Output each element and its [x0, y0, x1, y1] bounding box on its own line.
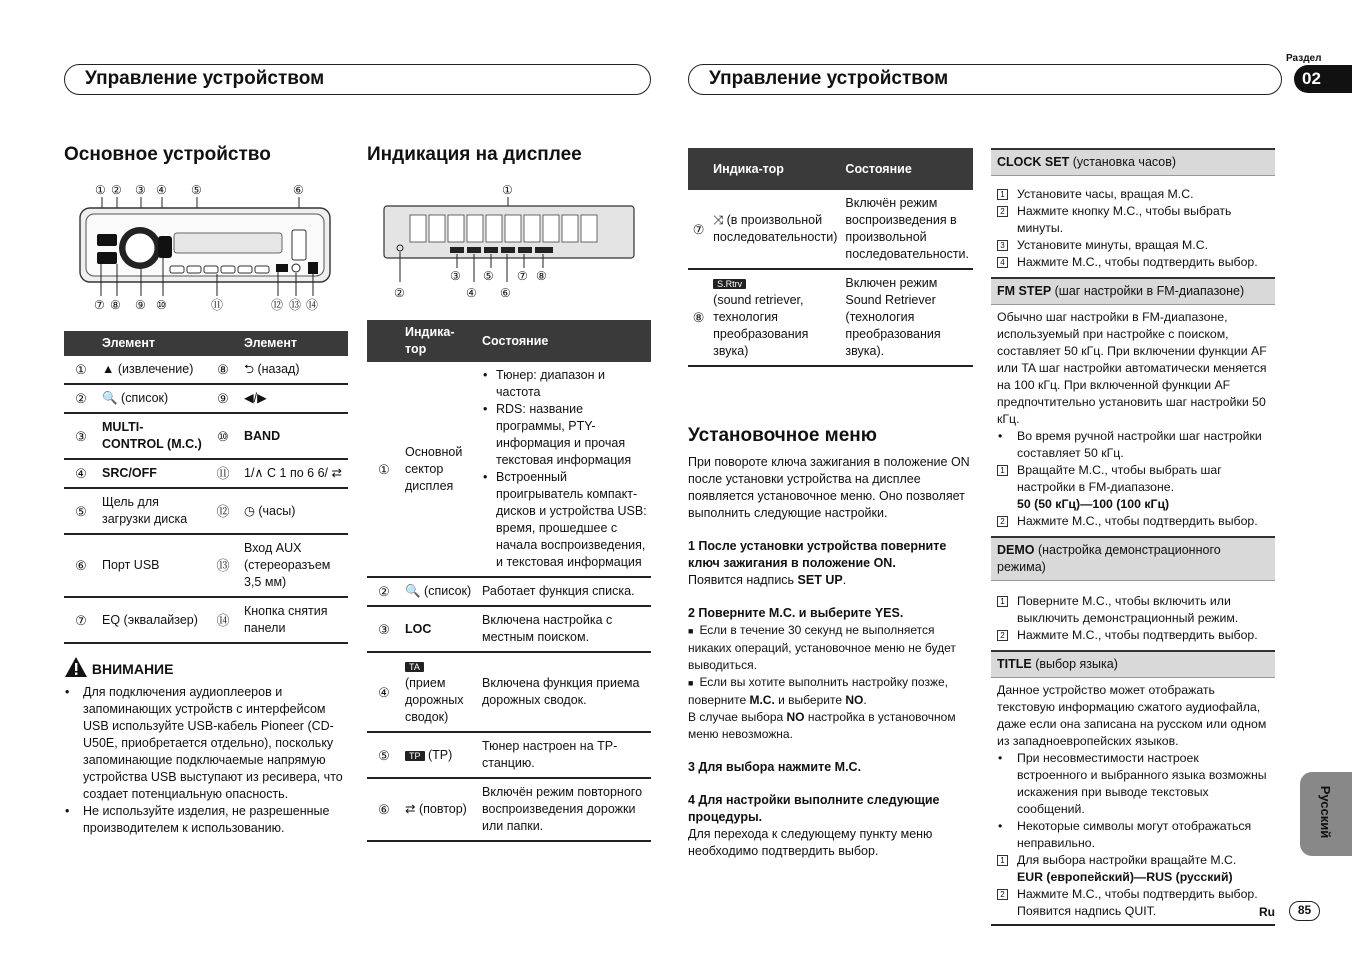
srtrv-badge: S.Rtrv	[713, 279, 746, 289]
callouts-bottom	[94, 298, 318, 312]
table-row: ④ TA (прием дорожных сводок) Включена функция приема дорожных сводок.	[367, 652, 651, 732]
display-diagram	[380, 178, 640, 302]
step-3: 3 Для выбора нажмите M.C.	[688, 760, 862, 774]
table-row: ③ LOC Включена настройка с местным поиском.	[367, 606, 651, 652]
table-row: ① ▲ (извлечение) ⑧ ⮌ (назад)	[64, 356, 348, 384]
step-2-after: В случае выбора NO настройка в установочном меню невозможна.	[688, 710, 956, 741]
footer-lang: Ru	[1259, 905, 1275, 919]
list-item: 1 Поверните M.C., чтобы включить или выключить демонстрационный режим.	[997, 593, 1269, 627]
list-item: 4 Нажмите M.C., чтобы подтвердить выбор.	[997, 254, 1269, 271]
callouts-top	[95, 183, 304, 197]
display-title: Индикация на дисплее	[367, 144, 582, 165]
callout-5: ⑤	[483, 269, 494, 283]
col-header: Индика-тор	[709, 148, 841, 190]
callout-4: ④	[156, 183, 167, 197]
table-row: ⑥ Порт USB ⑬ Вход AUX (стереоразъем 3,5 мм)	[64, 534, 348, 597]
warning-icon	[64, 656, 88, 678]
page-header-right: Управление устройством	[688, 64, 1282, 95]
step-2: 2 Поверните M.C. и выберите YES.	[688, 606, 904, 620]
list-item: 2 Нажмите M.C., чтобы подтвердить выбор.	[997, 627, 1269, 644]
table-row: ⑧ S.Rtrv (sound retriever, технология преобразования звука) Включен режим Sound Retriever (технология преобразования звука).	[688, 269, 973, 366]
table-row: ① Основной сектор дисплея • Тюнер: диапазон и частота • RDS: название программы, PTY-информация и прочая текстовая информация • Встроенный проигрыватель компакт-дисков и устройства USB: время, прошедшее с начала воспроизведения, и текстовая информация	[367, 362, 651, 577]
col-header: Элемент	[98, 331, 206, 356]
callout-6: ⑥	[293, 183, 304, 197]
step-1-text: Появится надпись SET UP.	[688, 573, 847, 587]
table-row: ② 🔍 (список) Работает функция списка.	[367, 577, 651, 606]
callout-8: ⑧	[536, 269, 547, 283]
page-number: 85	[1289, 901, 1320, 921]
table-row: ③ MULTI-CONTROL (M.C.) ⑩ BAND	[64, 413, 348, 459]
tp-badge: TP	[405, 751, 425, 761]
setup-menu-section	[688, 424, 973, 860]
col-header: Элемент	[240, 331, 348, 356]
col-header: Индика-тор	[401, 320, 478, 362]
list-item: • Тюнер: диапазон и частота	[482, 367, 647, 401]
display-table	[367, 320, 651, 842]
step-1: 1 После установки устройства поверните ключ зажигания в положение ON.	[688, 539, 947, 570]
main-unit-table	[64, 331, 348, 644]
section-label: Раздел	[1286, 53, 1322, 64]
page-header-left: Управление устройством	[64, 64, 651, 95]
warning-title: ВНИМАНИЕ	[91, 661, 174, 677]
callout-5: ⑤	[191, 183, 202, 197]
list-item: 3 Установите минуты, вращая M.C.	[997, 237, 1269, 254]
callout-6: ⑥	[500, 286, 511, 300]
main-unit-title: Основное устройство	[64, 144, 271, 165]
col-header: Состояние	[478, 320, 651, 362]
step-4: 4 Для настройки выполните следующие процедуры.	[688, 793, 940, 824]
section-number-badge: 02	[1294, 65, 1352, 93]
list-item: 2 Нажмите M.C., чтобы подтвердить выбор.	[997, 513, 1269, 530]
list-item: 1 Вращайте M.C., чтобы выбрать шаг настройки в FM-диапазоне. 50 (50 кГц)—100 (100 кГц)	[997, 462, 1269, 513]
display-table-continued	[688, 148, 973, 367]
main-unit-diagram	[64, 178, 348, 314]
fm-step-header: FM STEP (шаг настройки в FM-диапазоне)	[991, 277, 1275, 305]
demo-header: DEMO (настройка демонстрационного режима)	[991, 536, 1275, 581]
callout-13: ⑬	[289, 298, 302, 312]
warning-item: • Для подключения аудиоплееров и запоминающих устройств с интерфейсом USB используйте USB-кабель Pioneer (CD-U50E, приобретается отдельно), поскольку запоминающие подключаемые напрямую устройства USB выступают из ресивера, что создает потенциальную опасность.	[64, 684, 350, 803]
table-header-row	[688, 148, 973, 190]
list-item: • Некоторые символы могут отображаться неправильно.	[997, 818, 1269, 852]
table-row: ⑦ EQ (эквалайзер) ⑭ Кнопка снятия панели	[64, 597, 348, 643]
callout-1: ①	[502, 183, 513, 197]
list-item: 2 Нажмите M.C., чтобы подтвердить выбор. Появится надпись QUIT.	[997, 886, 1269, 920]
step-2-note-1: ■ Если в течение 30 секунд не выполняется никаких операций, установочное меню не будет выводиться.	[688, 623, 956, 672]
clock-set-header: CLOCK SET (установка часов)	[991, 148, 1275, 176]
language-side-tab-label: Русский	[1318, 785, 1333, 839]
title-header: TITLE (выбор языка)	[991, 650, 1275, 678]
table-row: ④ SRC/OFF ⑪ 1/∧ С 1 по 6 6/ ⇄	[64, 459, 348, 488]
callout-2: ②	[394, 286, 405, 300]
callout-12: ⑫	[271, 298, 284, 312]
list-item: • Во время ручной настройки шаг настройки составляет 50 кГц.	[997, 428, 1269, 462]
settings-column	[991, 148, 1275, 926]
callout-3: ③	[135, 183, 146, 197]
table-row: ⑥ ⇄ (повтор) Включён режим повторного воспроизведения дорожки или папки.	[367, 778, 651, 841]
setup-intro: При повороте ключа зажигания в положение ON после установки устройства на дисплее появляется установочное меню. Оно позволяет выполнить следующие настройки.	[688, 455, 970, 520]
setup-title: Установочное меню	[688, 425, 877, 446]
callout-1: ①	[95, 183, 106, 197]
callout-3: ③	[450, 269, 461, 283]
callout-7: ⑦	[94, 298, 105, 312]
list-item: • Встроенный проигрыватель компакт-дисков и устройства USB: время, прошедшее с начала воспроизведения, и текстовая информация	[482, 469, 647, 571]
list-item: • RDS: название программы, PTY-информация и прочая текстовая информация	[482, 401, 647, 469]
table-header-row	[64, 331, 348, 356]
callout-8: ⑧	[110, 298, 121, 312]
warning-item: • Не используйте изделия, не разрешенные производителем к использованию.	[64, 803, 350, 837]
callout-7: ⑦	[517, 269, 528, 283]
col-header: Состояние	[841, 148, 973, 190]
fm-text: Обычно шаг настройки в FM-диапазоне, используемый при настройке с поиском, составляет 50 кГц. При включении функции AF или TA шаг настройки автоматически меняется на 100 кГц. При включенной функции AF предпочтительно установить шаг настройки 50 кГц.	[997, 310, 1267, 426]
table-row: ⑤ Щель для загрузки диска ⑫ ◷ (часы)	[64, 488, 348, 534]
step-2-note-2: ■ Если вы хотите выполнить настройку позже, поверните M.C. и выберите NO.	[688, 675, 948, 707]
table-row: ② 🔍 (список) ⑨ ◀/▶	[64, 384, 348, 413]
table-row: ⑦ ⤨ (в произвольной последовательности) Включён режим воспроизведения в произвольной последовательности.	[688, 190, 973, 269]
list-item: 1 Установите часы, вращая M.C.	[997, 186, 1269, 203]
title-text: Данное устройство может отображать текстовую информацию сжатого аудиофайла, даже если она записана на русском или одном из западноевропейских языков.	[997, 683, 1267, 748]
callout-4: ④	[466, 286, 477, 300]
callout-11: ⑪	[211, 298, 224, 312]
callout-10: ⑩	[156, 298, 167, 312]
list-item: 2 Нажмите кнопку M.C., чтобы выбрать минуты.	[997, 203, 1269, 237]
list-item: 1 Для выбора настройки вращайте M.C. EUR (европейский)—RUS (русский)	[997, 852, 1269, 886]
warning-block	[64, 656, 350, 837]
callout-2: ②	[111, 183, 122, 197]
ta-badge: TA	[405, 662, 424, 672]
list-item: • При несовместимости настроек встроенного и выбранного языка возможны искажения при выводе текстовых сообщений.	[997, 750, 1269, 818]
step-4-text: Для перехода к следующему пункту меню необходимо подтвердить выбор.	[688, 827, 933, 858]
table-header-row	[367, 320, 651, 362]
callout-9: ⑨	[135, 298, 146, 312]
table-row: ⑤ TP (TP) Тюнер настроен на TP-станцию.	[367, 732, 651, 778]
callout-14: ⑭	[306, 298, 319, 312]
